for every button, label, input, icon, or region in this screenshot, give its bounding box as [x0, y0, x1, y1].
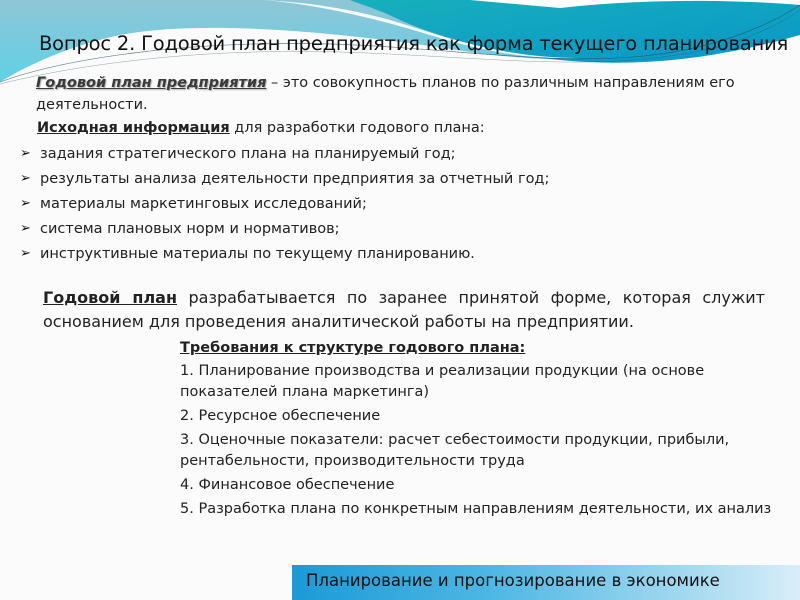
requirements-title: Требования к структуре годового плана: [180, 340, 526, 356]
list-item-text: материалы маркетинговых исследований; [40, 196, 367, 212]
list-item [20, 243, 549, 268]
list-item-text: задания стратегического плана на планируемый год; [40, 146, 456, 162]
list-item-text: результаты анализа деятельности предприятия за отчетный год; [40, 171, 550, 187]
requirement-item: 5. Разработка плана по конкретным направлениям деятельности, их анализ [180, 501, 772, 517]
footer-banner [292, 565, 800, 600]
arrow-bullet-icon: ➢ [20, 196, 31, 211]
source-info-list [20, 143, 549, 268]
paragraph-body: разрабатывается по заранее принятой форме, которая служит основанием для проведения аналитической работы на предприятии. [43, 288, 766, 331]
slide-title: Вопрос 2. Годовой план предприятия как форма текущего планирования [39, 32, 789, 55]
source-info-heading [37, 120, 485, 136]
definition-body: – это совокупность планов по различным направлениям его деятельности. [36, 75, 735, 113]
arrow-bullet-icon: ➢ [20, 221, 31, 236]
list-item [20, 193, 549, 218]
requirement-item: 2. Ресурсное обеспечение [180, 408, 381, 424]
requirements-block [180, 338, 790, 523]
list-item-text: система плановых норм и нормативов; [40, 221, 340, 237]
requirement-item: 3. Оценочные показатели: расчет себестоимости продукции, прибыли, рентабельности, производительности труда [180, 432, 730, 469]
definition-term: Годовой план предприятия [36, 75, 267, 91]
arrow-bullet-icon: ➢ [20, 146, 31, 161]
source-info-term: Исходная информация [37, 120, 230, 136]
definition-text [36, 72, 776, 116]
annual-plan-paragraph [43, 286, 765, 334]
list-item [20, 143, 549, 168]
list-item-text: инструктивные материалы по текущему планированию. [40, 246, 475, 262]
paragraph-term: Годовой план [43, 288, 178, 307]
list-item [20, 218, 549, 243]
source-info-body: для разработки годового плана: [229, 120, 485, 136]
arrow-bullet-icon: ➢ [20, 171, 31, 186]
footer-course-title: Планирование и прогнозирование в экономике [306, 571, 720, 590]
requirement-item: 4. Финансовое обеспечение [180, 477, 395, 493]
arrow-bullet-icon: ➢ [20, 246, 31, 261]
requirement-item: 1. Планирование производства и реализации продукции (на основе показателей плана маркетинга) [180, 363, 705, 400]
list-item [20, 168, 549, 193]
